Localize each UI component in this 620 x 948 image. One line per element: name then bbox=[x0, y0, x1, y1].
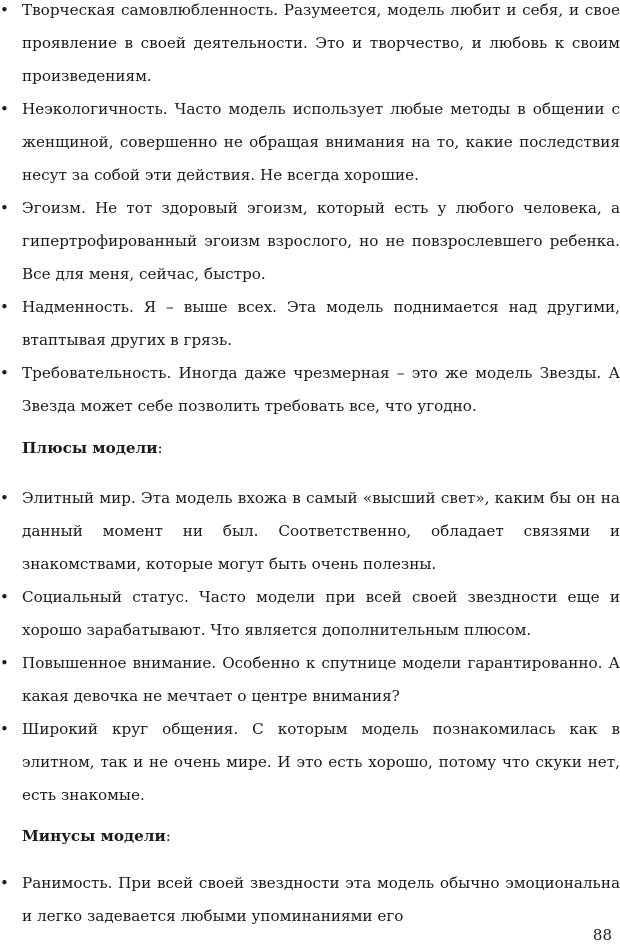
bullet-icon: • bbox=[0, 100, 9, 118]
list-item bbox=[0, 581, 620, 647]
list-item-text: Надменность. Я – выше всех. Эта модель поднимается над другими, втаптывая других в грязь. bbox=[22, 298, 620, 349]
bullet-icon: • bbox=[0, 489, 9, 507]
bullet-icon: • bbox=[0, 588, 9, 606]
bullet-icon: • bbox=[0, 720, 9, 738]
bullet-icon: • bbox=[0, 199, 9, 217]
list-item-text: Повышенное внимание. Особенно к спутнице модели гарантированно. А какая девочка не мечтает о центре внимания? bbox=[22, 654, 620, 705]
heading-text: Минусы модели bbox=[22, 827, 166, 845]
bullet-list-minuses bbox=[0, 867, 620, 933]
heading-text: Плюсы модели bbox=[22, 439, 158, 457]
list-item-text: Широкий круг общения. С которым модель познакомилась как в элитном, так и не очень мире. И это есть хорошо, потому что скуки нет, есть знакомые. bbox=[22, 720, 620, 804]
list-item bbox=[0, 93, 620, 192]
heading-colon: : bbox=[165, 827, 171, 845]
list-item bbox=[0, 192, 620, 291]
list-item bbox=[0, 357, 620, 423]
list-item-text: Эгоизм. Не тот здоровый эгоизм, который есть у любого человека, а гипертрофированный эгоизм взрослого, но не повзрослевшего ребенка. Все для меня, сейчас, быстро. bbox=[22, 199, 620, 283]
heading-colon: : bbox=[157, 439, 163, 457]
list-item bbox=[0, 713, 620, 812]
list-item bbox=[0, 291, 620, 357]
bullet-icon: • bbox=[0, 1, 9, 19]
bullet-list-pluses bbox=[0, 482, 620, 812]
bullet-icon: • bbox=[0, 654, 9, 672]
bullet-list-traits bbox=[0, 0, 620, 423]
list-item-text: Ранимость. При всей своей звездности эта модель обычно эмоциональна и легко задевается любыми упоминаниями его bbox=[22, 874, 620, 925]
bullet-icon: • bbox=[0, 874, 9, 892]
list-item bbox=[0, 647, 620, 713]
list-item bbox=[0, 0, 620, 93]
section-heading-pluses bbox=[22, 432, 163, 465]
section-heading-minuses bbox=[22, 820, 171, 853]
list-item bbox=[0, 482, 620, 581]
list-item bbox=[0, 867, 620, 933]
bullet-icon: • bbox=[0, 364, 9, 382]
list-item-text: Требовательность. Иногда даже чрезмерная – это же модель Звезды. А Звезда может себе позволить требовать все, что угодно. bbox=[22, 364, 620, 415]
list-item-text: Социальный статус. Часто модели при всей своей звездности еще и хорошо зарабатывают. Что является дополнительным плюсом. bbox=[22, 588, 620, 639]
list-item-text: Элитный мир. Эта модель вхожа в самый «высший свет», каким бы он на данный момент ни был. Соответственно, обладает связями и знакомствами, которые могут быть очень полезны. bbox=[22, 489, 620, 573]
bullet-icon: • bbox=[0, 298, 9, 316]
list-item-text: Творческая самовлюбленность. Разумеется, модель любит и себя, и свое проявление в своей деятельности. Это и творчество, и любовь к своим произведениям. bbox=[22, 1, 620, 85]
list-item-text: Неэкологичность. Часто модель использует любые методы в общении с женщиной, совершенно не обращая внимания на то, какие последствия несут за собой эти действия. Не всегда хорошие. bbox=[22, 100, 620, 184]
page-number: 88 bbox=[592, 926, 612, 944]
